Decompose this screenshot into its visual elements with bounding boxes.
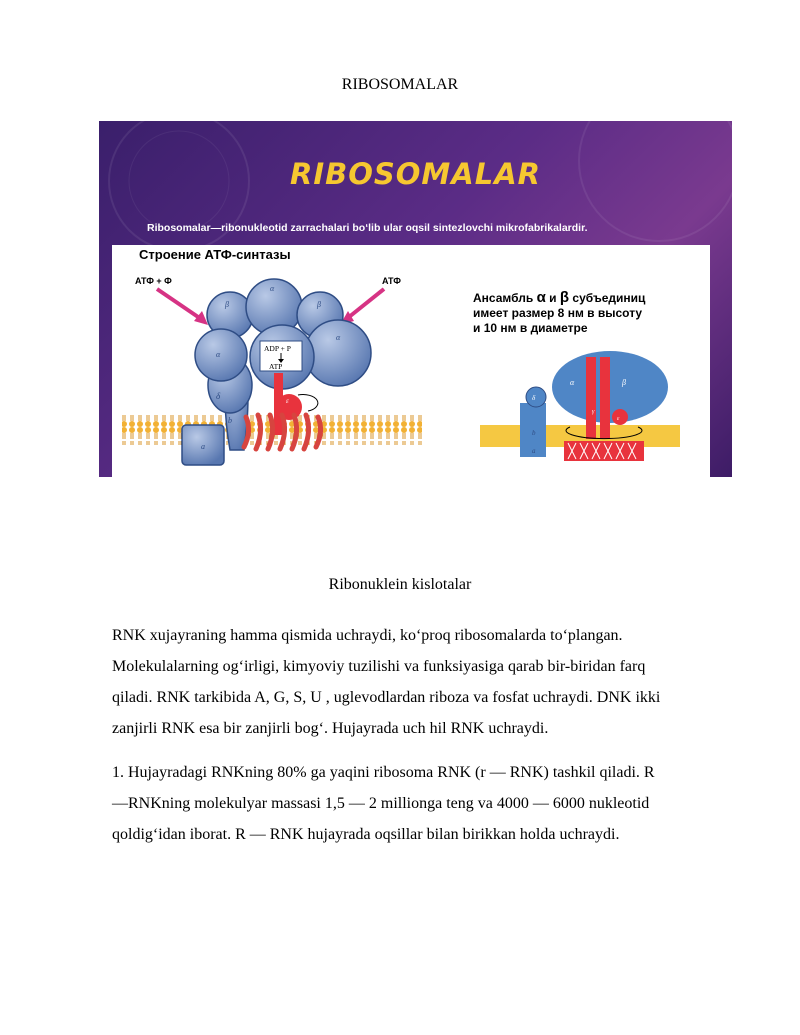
alpha-label-1: α — [270, 284, 275, 293]
gamma-label-left: γ — [270, 409, 273, 417]
delta-label-left: δ — [216, 391, 221, 401]
assembly-caption-beta: β — [559, 289, 570, 306]
slide-subtitle: Ribosomalar—ribonukleotid zarrachalari bo‘lib ular oqsil sintezlovchi mikrofabrikalardir. — [147, 222, 588, 234]
adp-label: ADP + P — [264, 344, 291, 353]
slide-title: RIBOSOMALAR — [290, 157, 541, 191]
atp-box-label: ATP — [269, 362, 283, 371]
atp-synthase-diagram — [112, 245, 710, 477]
diagram-title: Строение АТФ-синтазы — [139, 247, 291, 262]
alpha-label-3: α — [336, 333, 341, 342]
paragraph-2-line-2: —RNKning molekulyar massasi 1,5 — 2 millionga teng va 4000 — 6000 nukleotid — [112, 795, 650, 812]
epsilon-label-right: ε — [617, 416, 620, 422]
paragraph-2 — [112, 757, 752, 850]
diagram-panel — [112, 245, 710, 477]
b-subunit-label-right: b — [532, 429, 536, 437]
paragraph-1-line-4: zanjirli RNK esa bir zanjirli bog‘. Hujayrada uch hil RNK uchraydi. — [112, 720, 549, 737]
alpha-label-right: α — [570, 378, 575, 387]
a-subunit-label-left: a — [201, 442, 205, 451]
delta-label-right: δ — [532, 394, 536, 402]
assembly-caption-alpha: α — [536, 289, 546, 306]
b-subunit-label-left: b — [228, 416, 232, 425]
beta-label-right: β — [622, 378, 626, 387]
assembly-caption-line2: имеет размер 8 нм в высоту — [473, 306, 643, 320]
assembly-caption-and: и — [549, 291, 557, 305]
page-title: RIBOSOMALAR — [341, 76, 459, 93]
paragraph-2-line-1: 1. Hujayradagi RNKning 80% ga yaqini ribosoma RNK (r — RNK) tashkil qiladi. R — [112, 764, 655, 781]
label-atp-plus-phosphate: АТФ + Ф — [135, 276, 172, 286]
assembly-caption-line3: и 10 нм в диаметре — [473, 321, 588, 335]
alpha-label-2: α — [216, 350, 221, 359]
paragraph-2-line-3: qoldig‘idan iborat. R — RNK hujayrada oqsillar bilan birikkan holda uchraydi. — [112, 826, 620, 843]
epsilon-label-left: ε — [286, 397, 289, 405]
gamma-label-right: γ — [592, 409, 595, 415]
paragraph-1-line-2: Molekulalarning og‘irligi, kimyoviy tuzilishi va funksiyasiga qarab bir-biridan farq — [112, 658, 646, 675]
label-atp: АТФ — [382, 276, 401, 286]
section-heading: Ribonuklein kislotalar — [328, 576, 472, 593]
a-subunit-label-right: a — [532, 447, 536, 455]
beta-label-2: β — [317, 300, 321, 309]
beta-label-1: β — [225, 300, 229, 309]
paragraph-1-line-3: qiladi. RNK tarkibida A, G, S, U , uglevodlardan riboza va fosfat uchraydi. DNK ikki — [112, 689, 661, 706]
ribosome-figure — [99, 121, 732, 477]
assembly-caption-word2: субъединиц — [572, 291, 646, 305]
paragraph-1 — [112, 620, 752, 744]
paragraph-1-line-1: RNK xujayraning hamma qismida uchraydi, ko‘proq ribosomalarda to‘plangan. — [112, 627, 623, 644]
assembly-caption-word1: Ансамбль — [473, 291, 534, 305]
